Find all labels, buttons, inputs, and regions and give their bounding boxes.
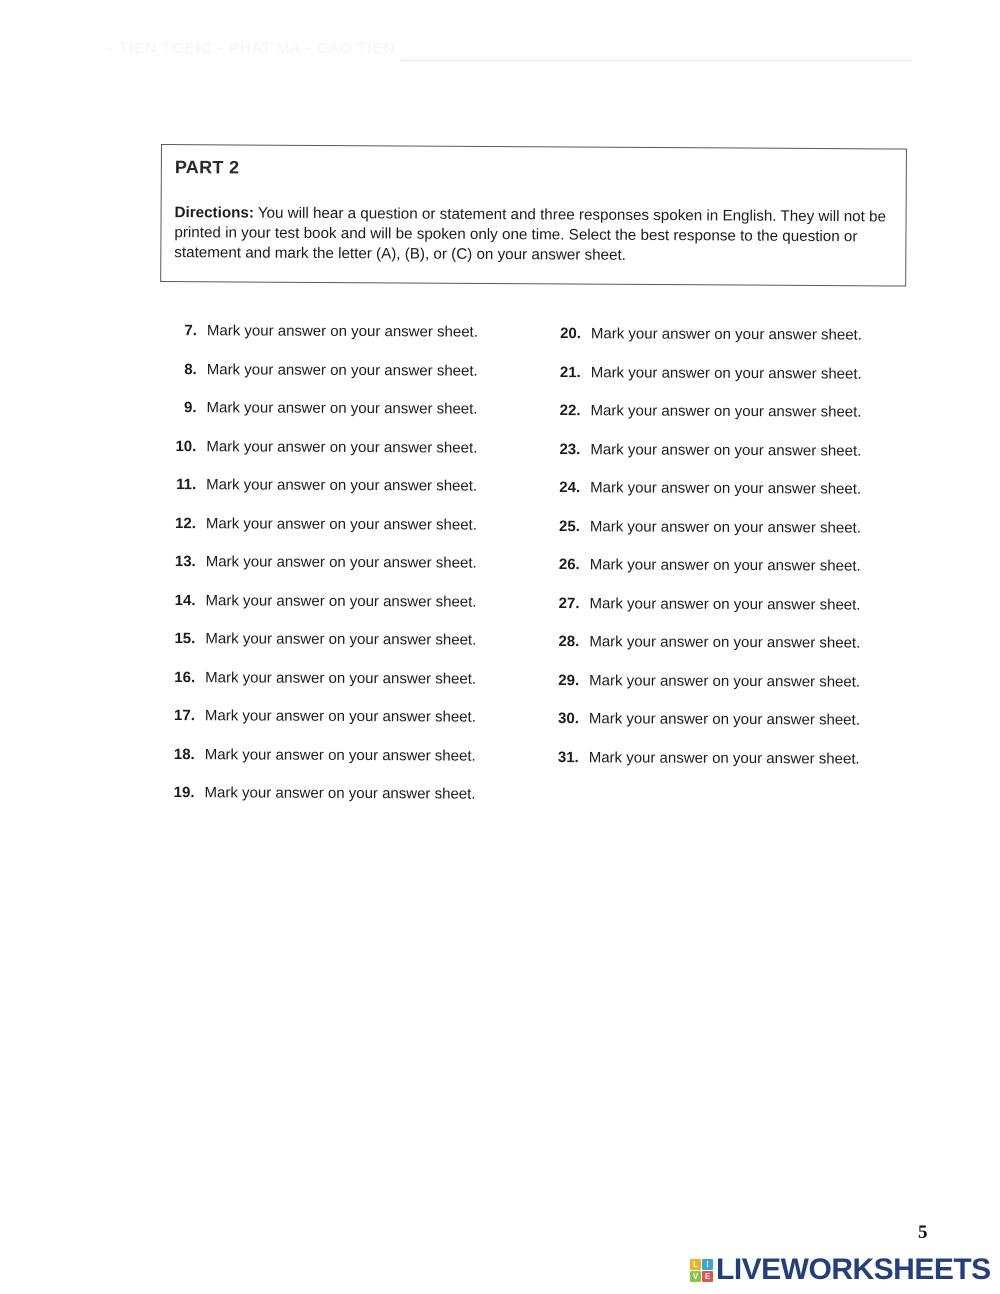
question-item xyxy=(166,553,477,593)
directions-text: You will hear a question or statement and three responses spoken in English. They will not be printed in your test book and will be spoken only one time. Select the best response to the question or statement and mark the letter (A), (B), or (C) on your answer sheet. xyxy=(174,204,887,264)
logo-tile: E xyxy=(702,1271,713,1282)
question-text: Mark your answer on your answer sheet. xyxy=(589,671,861,691)
question-number: 26. xyxy=(558,556,580,574)
question-text: Mark your answer on your answer sheet. xyxy=(589,556,861,575)
question-item xyxy=(549,710,860,750)
question-item xyxy=(164,784,475,824)
question-number: 10. xyxy=(175,437,197,455)
question-item xyxy=(551,325,862,365)
question-text: Mark your answer on your answer sheet. xyxy=(205,630,477,649)
question-number: 20. xyxy=(560,325,581,343)
part-title: PART 2 xyxy=(174,157,240,178)
logo-tile: I xyxy=(702,1259,713,1270)
question-text: Mark your answer on your answer sheet. xyxy=(204,784,476,803)
question-text: Mark your answer on your answer sheet. xyxy=(205,553,477,572)
question-item xyxy=(549,748,860,788)
question-text: Mark your answer on your answer sheet. xyxy=(589,517,861,537)
question-item xyxy=(166,514,477,554)
question-list-left xyxy=(164,322,478,824)
question-item xyxy=(165,668,476,708)
question-number: 7. xyxy=(184,322,197,340)
question-list-right xyxy=(549,325,862,789)
question-text: Mark your answer on your answer sheet. xyxy=(206,399,478,418)
question-number: 27. xyxy=(558,594,580,612)
question-text: Mark your answer on your answer sheet. xyxy=(206,476,478,495)
question-item xyxy=(166,399,477,439)
part-directions-box xyxy=(160,144,907,287)
question-text: Mark your answer on your answer sheet. xyxy=(590,325,862,344)
question-item xyxy=(165,630,476,670)
header-faint-text: - TIEN TOEIC - PHAT MA - DAO TIEN xyxy=(108,40,396,57)
question-text: Mark your answer on your answer sheet. xyxy=(205,668,477,688)
question-text: Mark your answer on your answer sheet. xyxy=(206,437,478,457)
brand-text: LIVEWORKSHEETS xyxy=(716,1253,991,1286)
logo-tile: V xyxy=(690,1271,701,1282)
liveworksheets-logo-icon xyxy=(690,1259,713,1282)
question-item xyxy=(550,556,861,596)
question-number: 17. xyxy=(174,707,195,725)
question-item xyxy=(549,671,860,711)
question-item xyxy=(550,479,861,519)
logo-tile: L xyxy=(690,1259,701,1270)
question-number: 9. xyxy=(183,399,197,417)
question-text: Mark your answer on your answer sheet. xyxy=(204,707,476,726)
question-number: 16. xyxy=(174,668,196,686)
question-text: Mark your answer on your answer sheet. xyxy=(590,402,862,421)
question-text: Mark your answer on your answer sheet. xyxy=(588,748,860,768)
question-number: 11. xyxy=(176,476,197,494)
header-rule xyxy=(400,60,912,61)
question-number: 21. xyxy=(559,363,581,381)
question-item xyxy=(166,437,477,477)
question-number: 22. xyxy=(559,402,581,420)
question-number: 15. xyxy=(174,630,196,648)
question-item xyxy=(549,633,860,673)
question-number: 28. xyxy=(558,633,580,651)
question-number: 24. xyxy=(559,479,581,497)
question-item xyxy=(165,591,476,631)
question-text: Mark your answer on your answer sheet. xyxy=(590,363,862,383)
question-text: Mark your answer on your answer sheet. xyxy=(590,440,862,460)
question-number: 19. xyxy=(173,784,195,802)
question-number: 29. xyxy=(558,671,580,689)
directions-paragraph xyxy=(174,203,900,267)
question-item xyxy=(167,360,478,400)
question-number: 12. xyxy=(175,514,196,532)
question-text: Mark your answer on your answer sheet. xyxy=(589,633,861,652)
question-item xyxy=(549,594,860,634)
question-item xyxy=(167,322,478,362)
question-number: 13. xyxy=(174,553,196,571)
question-text: Mark your answer on your answer sheet. xyxy=(206,322,478,341)
question-text: Mark your answer on your answer sheet. xyxy=(589,594,861,614)
question-item xyxy=(166,476,477,516)
directions-label: Directions: xyxy=(174,204,254,222)
question-text: Mark your answer on your answer sheet. xyxy=(590,479,862,498)
question-text: Mark your answer on your answer sheet. xyxy=(588,710,860,729)
question-item xyxy=(550,517,861,557)
question-text: Mark your answer on your answer sheet. xyxy=(205,591,477,611)
question-text: Mark your answer on your answer sheet. xyxy=(204,745,476,765)
question-text: Mark your answer on your answer sheet. xyxy=(206,360,478,380)
question-number: 18. xyxy=(173,745,195,763)
question-item xyxy=(165,745,476,785)
question-number: 25. xyxy=(559,517,580,535)
page-number: 5 xyxy=(918,1222,928,1243)
question-number: 30. xyxy=(558,710,579,728)
question-number: 31. xyxy=(557,748,579,766)
question-number: 14. xyxy=(174,591,196,609)
liveworksheets-brand[interactable] xyxy=(690,1252,991,1288)
question-item xyxy=(550,440,861,480)
question-item xyxy=(165,707,476,747)
question-item xyxy=(550,402,861,442)
question-number: 8. xyxy=(184,360,197,378)
question-number: 23. xyxy=(559,440,581,458)
question-item xyxy=(551,363,862,403)
question-text: Mark your answer on your answer sheet. xyxy=(205,514,477,534)
